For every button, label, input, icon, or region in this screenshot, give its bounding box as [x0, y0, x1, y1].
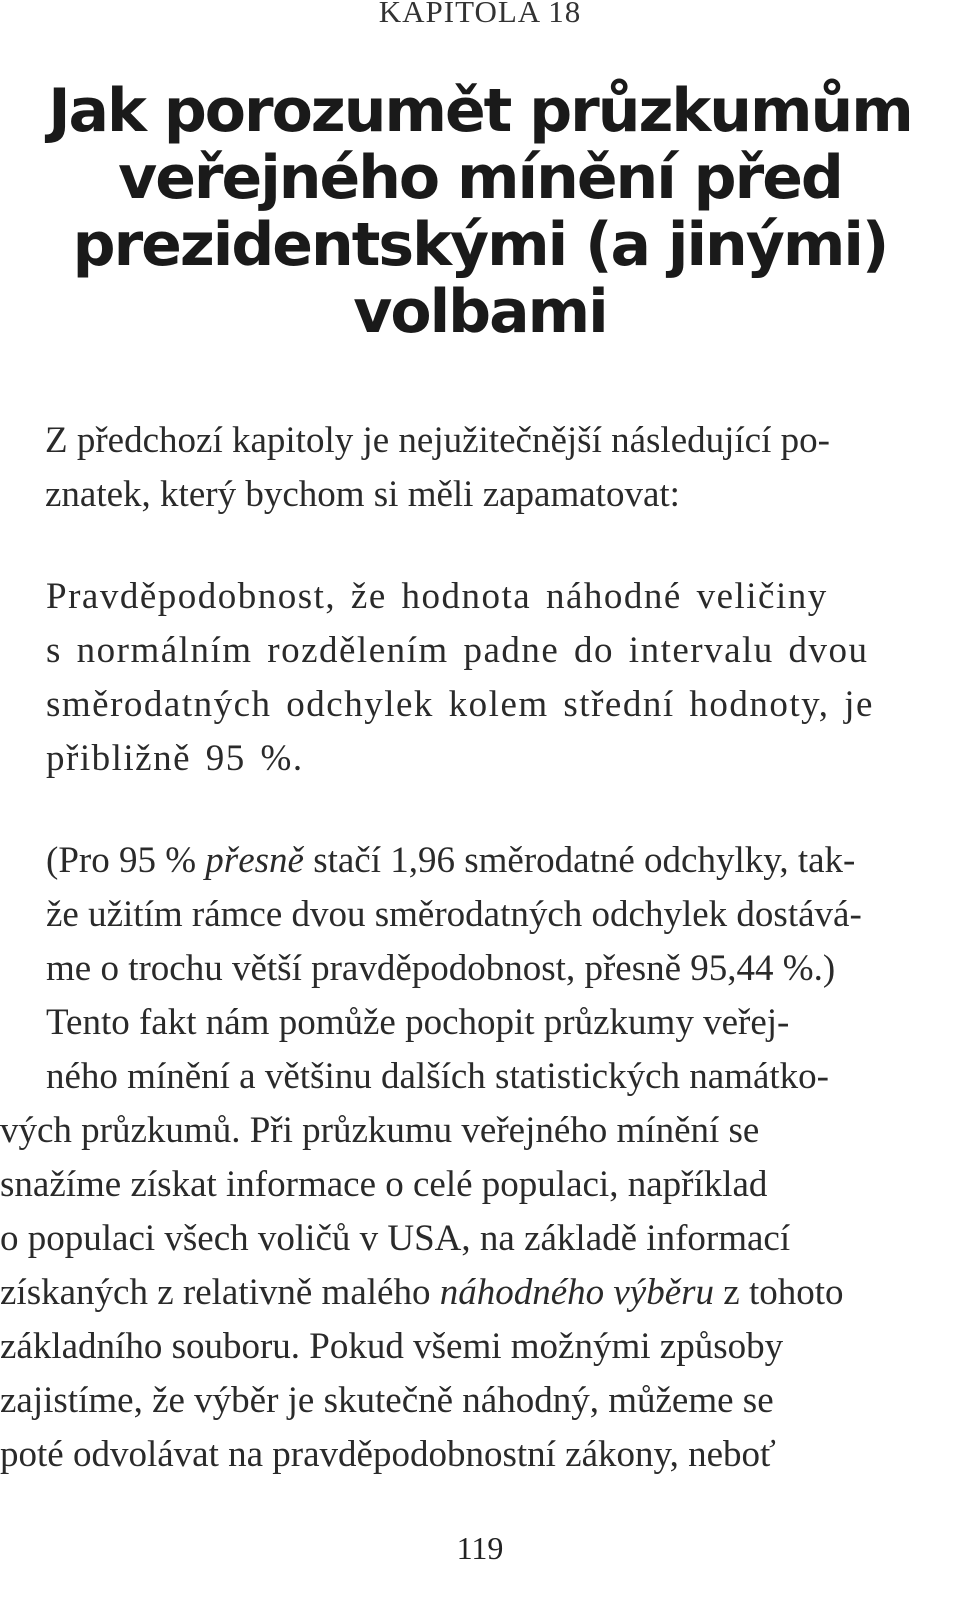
page-number: 119	[456, 1530, 504, 1566]
key-fact-quote	[46, 570, 924, 786]
text-line: směrodatných odchylek kolem střední hodnoty, je	[46, 684, 874, 725]
text-line: zajistíme, že výběr je skutečně náhodný, můžeme se	[0, 1380, 774, 1421]
chapter-title	[40, 78, 920, 346]
text-segment: získaných z relativně malého	[0, 1272, 440, 1313]
main-paragraph	[0, 834, 952, 1482]
text-line: me o trochu větší pravděpodobnost, přesně 95,44 %.)	[46, 948, 836, 989]
text-line: snažíme získat informace o celé populaci, například	[0, 1164, 768, 1205]
text-line	[0, 1266, 952, 1320]
text-line: Pravděpodobnost, že hodnota náhodné veličiny	[46, 576, 828, 617]
italic-emphasis: přesně	[205, 840, 304, 881]
text-segment: z tohoto	[714, 1272, 844, 1313]
text-segment: stačí 1,96 směrodatné odchylky, tak-	[303, 840, 856, 881]
text-line: Z předchozí kapitoly je nejužitečnější následující po-	[45, 420, 830, 461]
text-line: o populaci všech voličů v USA, na základě informací	[0, 1218, 791, 1259]
chapter-title-line: veřejného mínění před	[118, 143, 842, 213]
text-line: znatek, který bychom si měli zapamatovat:	[45, 474, 680, 515]
text-line: Tento fakt nám pomůže pochopit průzkumy veřej-	[46, 1002, 790, 1043]
intro-paragraph	[45, 414, 952, 522]
text-line	[46, 834, 952, 888]
italic-emphasis: náhodného výběru	[439, 1272, 715, 1313]
text-line: poté odvolávat na pravděpodobnostní zákony, neboť	[0, 1434, 776, 1475]
chapter-label: KAPITOLA 18	[378, 0, 582, 29]
text-segment: (Pro 95 %	[46, 840, 206, 881]
text-line: ného mínění a většinu dalších statistických namátko-	[46, 1056, 829, 1097]
text-line: přibližně 95 %.	[46, 738, 304, 779]
text-line: s normálním rozdělením padne do intervalu dvou	[46, 630, 869, 671]
text-line: že užitím rámce dvou směrodatných odchylek dostává-	[46, 894, 862, 935]
chapter-title-line: volbami	[353, 277, 607, 347]
chapter-title-line: Jak porozumět průzkumům	[48, 76, 912, 146]
text-line: vých průzkumů. Při průzkumu veřejného mínění se	[0, 1110, 760, 1151]
chapter-title-line: prezidentskými (a jinými)	[72, 210, 888, 280]
text-line: základního souboru. Pokud všemi možnými způsoby	[0, 1326, 784, 1367]
